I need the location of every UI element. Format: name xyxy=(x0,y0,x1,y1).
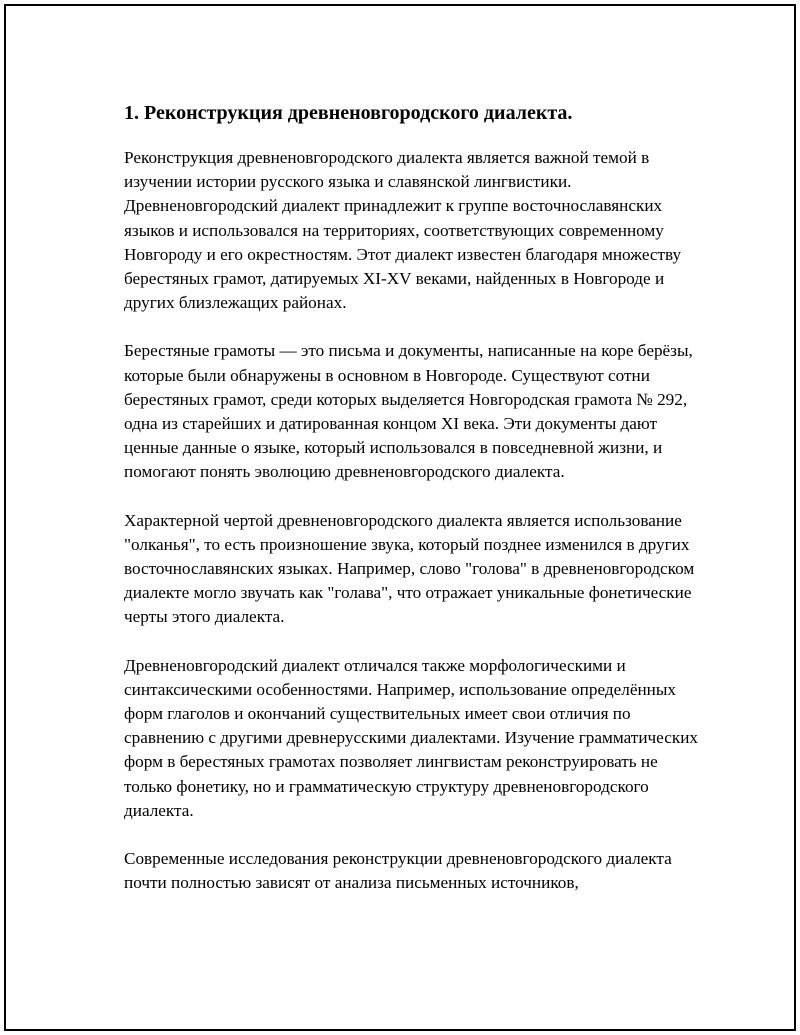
section-heading: 1. Реконструкция древненовгородского диалекта. xyxy=(124,102,573,124)
paragraph-5: Современные исследования реконструкции древненовгородского диалекта почти полностью зависят от анализа письменных источников, xyxy=(124,849,672,893)
document-body xyxy=(124,100,704,919)
page-frame xyxy=(4,4,796,1031)
paragraph-2: Берестяные грамоты — это письма и документы, написанные на коре берёзы, которые были обнаружены в основном в Новгороде. Существуют сотни берестяных грамот, среди которых выделяется Новгородская грамота № 292, одна из старейших и датированная концом XI века. Эти документы дают ценные данные о языке, который использовался в повседневной жизни, и помогают понять эволюцию древненовгородского диалекта. xyxy=(124,341,693,482)
paragraph-4: Древненовгородский диалект отличался также морфологическими и синтаксическими особенностями. Например, использование определённых форм глаголов и окончаний существительных имеет свои отличия по сравнению с другими древнерусскими диалектами. Изучение грамматических форм в берестяных грамотах позволяет лингвистам реконструировать не только фонетику, но и грамматическую структуру древненовгородского диалекта. xyxy=(124,655,698,820)
paragraph-3: Характерной чертой древненовгородского диалекта является использование "олканья", то есть произношение звука, который позднее изменился в других восточнославянских языках. Например, слово "голова" в древненовгородском диалекте могло звучать как "голава", что отражает уникальные фонетические черты этого диалекта. xyxy=(124,510,695,627)
paragraph-1: Реконструкция древненовгородского диалекта является важной темой в изучении истории русского языка и славянской лингвистики. Древненовгородский диалект принадлежит к группе восточнославянских языков и использовался на территориях, соответствующих современному Новгороду и его окрестностям. Этот диалект известен благодаря множеству берестяных грамот, датируемых XI-XV веками, найденных в Новгороде и других близлежащих районах. xyxy=(124,148,682,313)
